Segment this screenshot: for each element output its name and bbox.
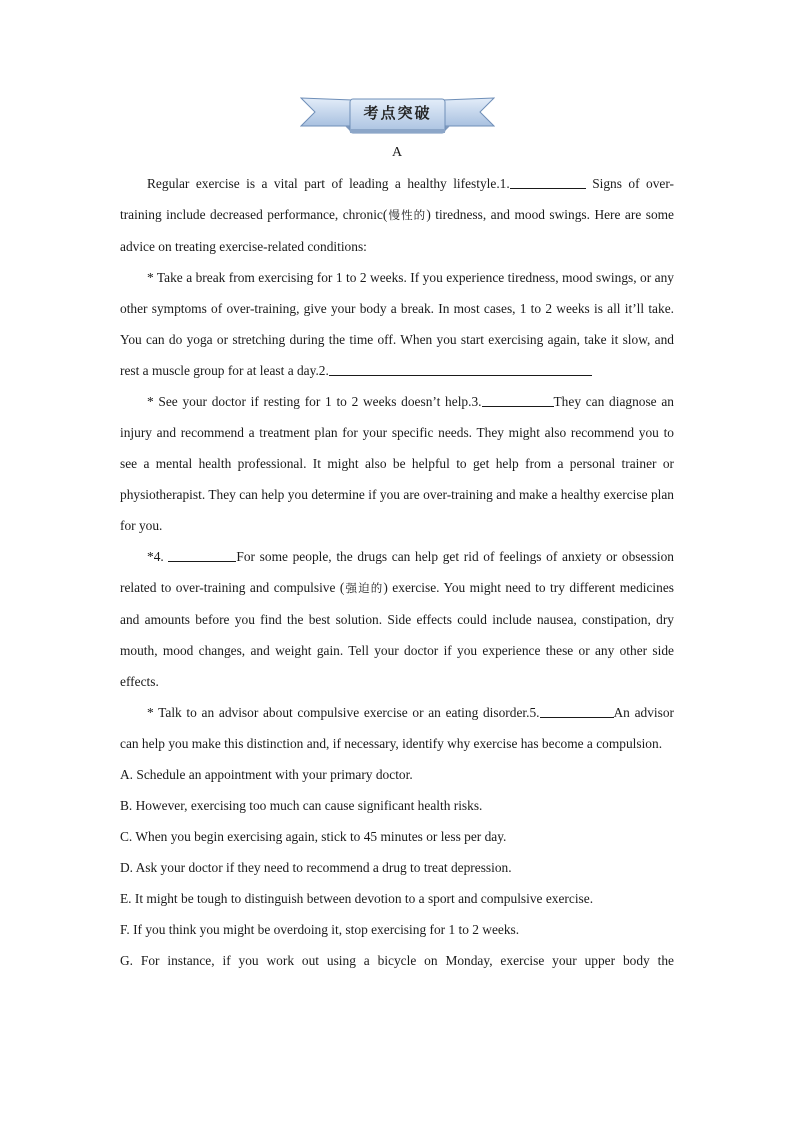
paragraph-1: [120, 168, 674, 262]
answer-blank-2: [329, 361, 592, 376]
answer-blank-4: [168, 547, 236, 562]
reading-passage: [120, 168, 674, 976]
section-letter: A: [391, 145, 403, 160]
paragraph-5-text: * Talk to an advisor about compulsive exercise or an eating disorder.5.: [147, 705, 540, 720]
paragraph-5-text-2: An advisor can help you make this distinction and, if necessary, identify why exercise has become a compulsion.: [120, 705, 674, 751]
paragraph-5: [120, 697, 674, 759]
option-c: C. When you begin exercising again, stick to 45 minutes or less per day.: [120, 829, 507, 844]
answer-blank-3: [482, 392, 554, 407]
option-f: F. If you think you might be overdoing it, stop exercising for 1 to 2 weeks.: [120, 922, 520, 937]
option-g: G. For instance, if you work out using a bicycle on Monday, exercise your upper body the: [120, 953, 674, 968]
paragraph-2-text: * Take a break from exercising for 1 to 2 weeks. If you experience tiredness, mood swings, or any other symptoms of over-training, give your body a break. In most cases, 1 to 2 weeks is all it’ll take. You can do yoga or stretching during the time off. When you start exercising again, take it slow, and rest a muscle group for at least a day.2.: [120, 270, 674, 378]
paragraph-2: [120, 262, 674, 386]
banner-title: 考点突破: [363, 104, 432, 122]
chinese-gloss-chronic: 慢性的: [387, 208, 427, 222]
paragraph-4-text-2: For some people, the drugs can help get rid of feelings of anxiety or obsession related to over-training and compulsive (: [120, 549, 674, 595]
option-a: A. Schedule an appointment with your primary doctor.: [120, 767, 413, 782]
paragraph-1-text: Regular exercise is a vital part of leading a healthy lifestyle.1.: [147, 176, 510, 191]
paragraph-3: [120, 386, 674, 541]
option-e: E. It might be tough to distinguish between devotion to a sport and compulsive exercise.: [120, 891, 594, 906]
paragraph-4-text: *4.: [147, 549, 169, 564]
paragraph-4: [120, 541, 674, 697]
paragraph-3-text-2: They can diagnose an injury and recommend a treatment plan for your specific needs. They might also recommend you to see a mental health professional. It might also be helpful to get help from a personal trainer or physiotherapist. They can help you determine if you are over-training and make a healthy exercise plan for you.: [120, 394, 674, 533]
section-banner: [300, 96, 495, 136]
option-d: D. Ask your doctor if they need to recommend a drug to treat depression.: [120, 860, 512, 875]
paragraph-1-text-2: Signs of over-training include decreased performance, chronic(: [120, 176, 675, 222]
chinese-gloss-compulsive: 强迫的: [344, 581, 384, 595]
paragraph-4-text-3: ) exercise. You might need to try different medicines and amounts before you find the best solution. Side effects could include nausea, constipation, dry mouth, mood changes, and weight gain. Tell your doctor if you experience these or any other side effects.: [120, 580, 674, 689]
answer-blank-1: [510, 174, 586, 189]
paragraph-3-text: * See your doctor if resting for 1 to 2 weeks doesn’t help.3.: [147, 394, 482, 409]
paragraph-1-text-3: ) tiredness, and mood swings. Here are some advice on treating exercise-related conditions:: [120, 207, 675, 254]
answer-blank-5: [540, 703, 614, 718]
option-b: B. However, exercising too much can cause significant health risks.: [120, 798, 483, 813]
